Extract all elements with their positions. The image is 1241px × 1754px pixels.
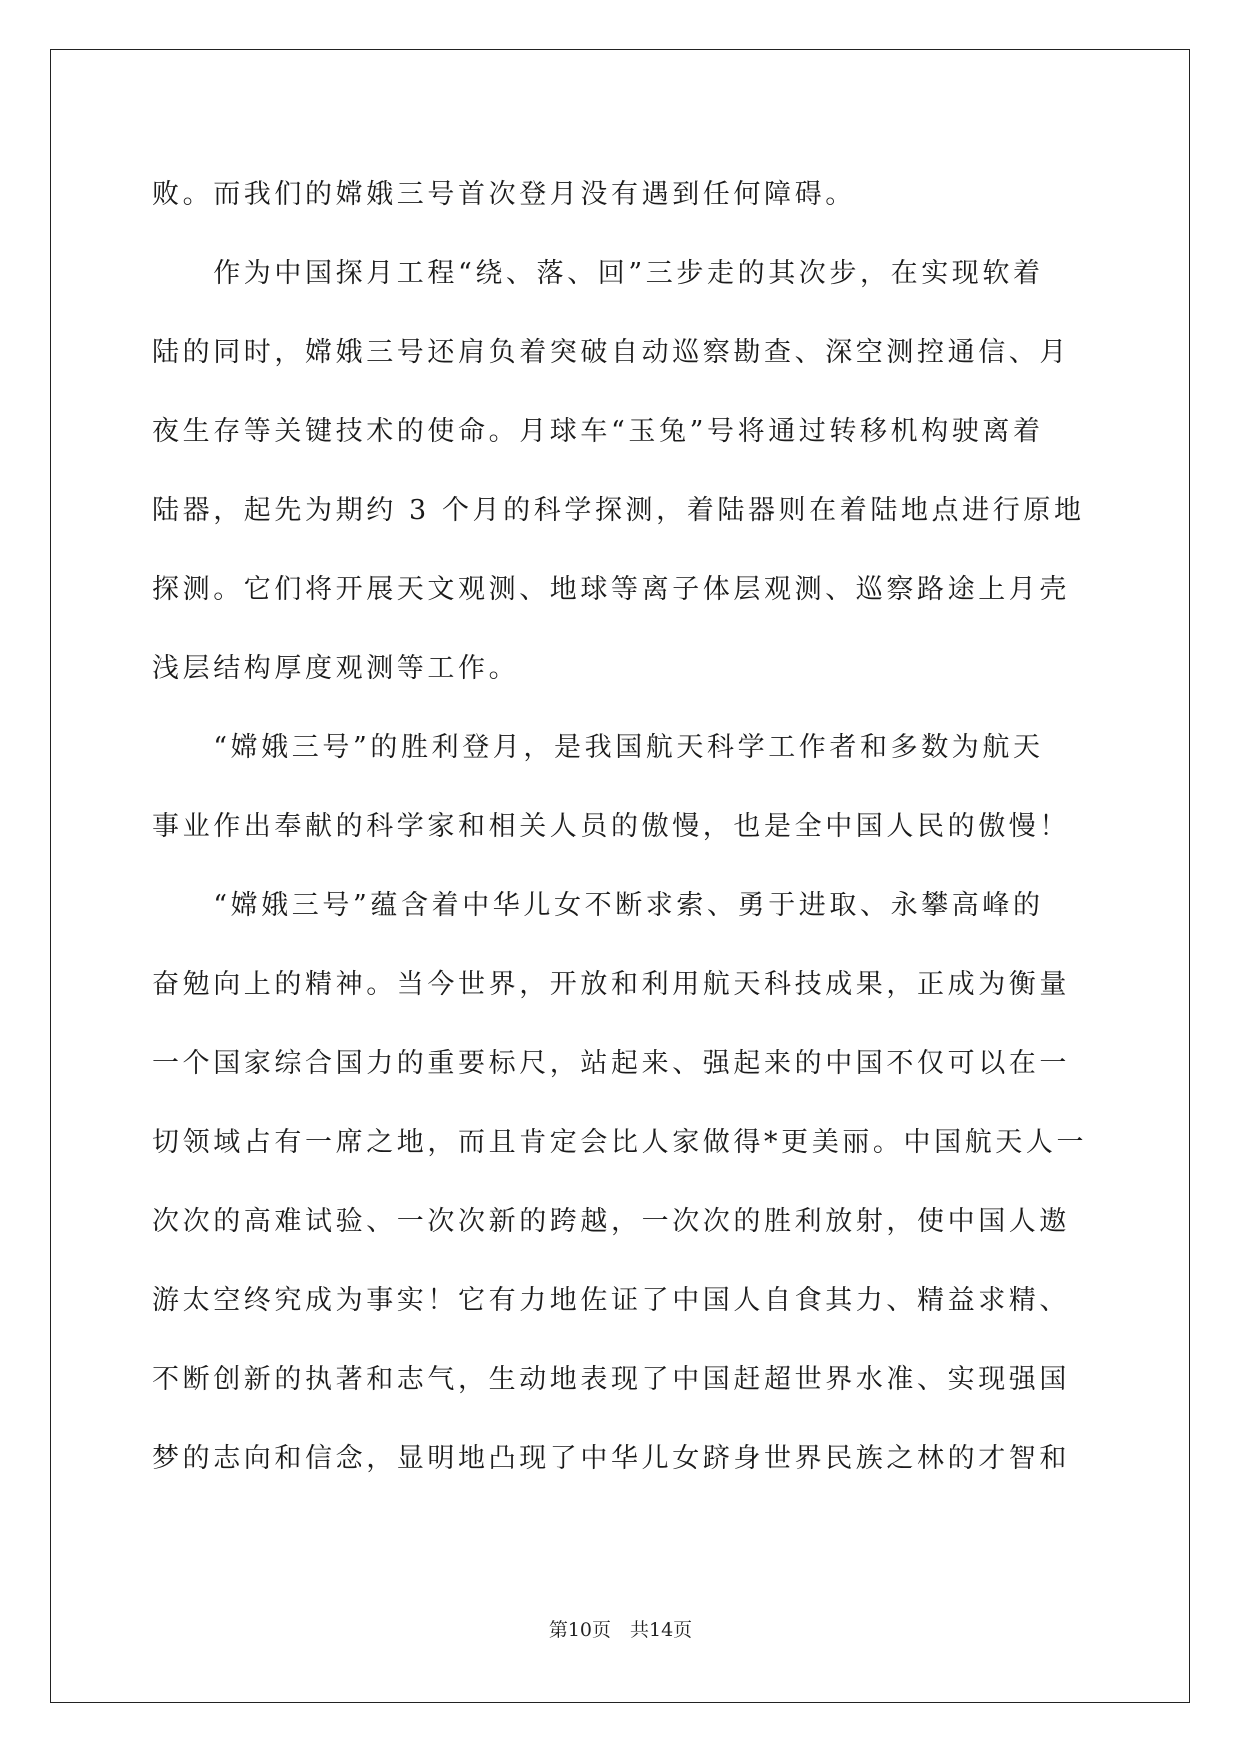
text-line: 夜生存等关键技术的使命。月球车“玉兔”号将通过转移机构驶离着	[152, 416, 1044, 447]
text-line: 作为中国探月工程“绕、落、回”三步走的其次步，在实现软着	[152, 258, 1044, 289]
text-line: 梦的志向和信念，显明地凸现了中华儿女跻身世界民族之林的才智和	[152, 1443, 1070, 1474]
text-line: “嫦娥三号”蕴含着中华儿女不断求索、勇于进取、永攀高峰的	[152, 890, 1044, 921]
text-line: 事业作出奉献的科学家和相关人员的傲慢，也是全中国人民的傲慢！	[152, 811, 1070, 842]
text-line: 探测。它们将开展天文观测、地球等离子体层观测、巡察路途上月壳	[152, 574, 1070, 605]
text-line: 浅层结构厚度观测等工作。	[152, 653, 520, 684]
document-body	[152, 155, 1092, 1498]
text-line: 奋勉向上的精神。当今世界，开放和利用航天科技成果，正成为衡量	[152, 969, 1070, 1000]
text-line: 败。而我们的嫦娥三号首次登月没有遇到任何障碍。	[152, 179, 856, 210]
text-line: 一个国家综合国力的重要标尺，站起来、强起来的中国不仅可以在一	[152, 1048, 1070, 1079]
page-number: 第10页 共14页	[548, 1619, 693, 1641]
text-line: 游太空终究成为事实！它有力地佐证了中国人自食其力、精益求精、	[152, 1285, 1070, 1316]
text-line: 陆的同时，嫦娥三号还肩负着突破自动巡察勘查、深空测控通信、月	[152, 337, 1070, 368]
text-line: 次次的高难试验、一次次新的跨越，一次次的胜利放射，使中国人遨	[152, 1206, 1070, 1237]
text-line: 不断创新的执著和志气，生动地表现了中国赶超世界水准、实现强国	[152, 1364, 1070, 1395]
text-line: “嫦娥三号”的胜利登月，是我国航天科学工作者和多数为航天	[152, 732, 1044, 763]
text-line: 切领域占有一席之地，而且肯定会比人家做得*更美丽。中国航天人一	[152, 1127, 1088, 1158]
text-line: 陆器，起先为期约 3 个月的科学探测，着陆器则在着陆地点进行原地	[152, 495, 1085, 526]
page-footer	[0, 1615, 1241, 1642]
